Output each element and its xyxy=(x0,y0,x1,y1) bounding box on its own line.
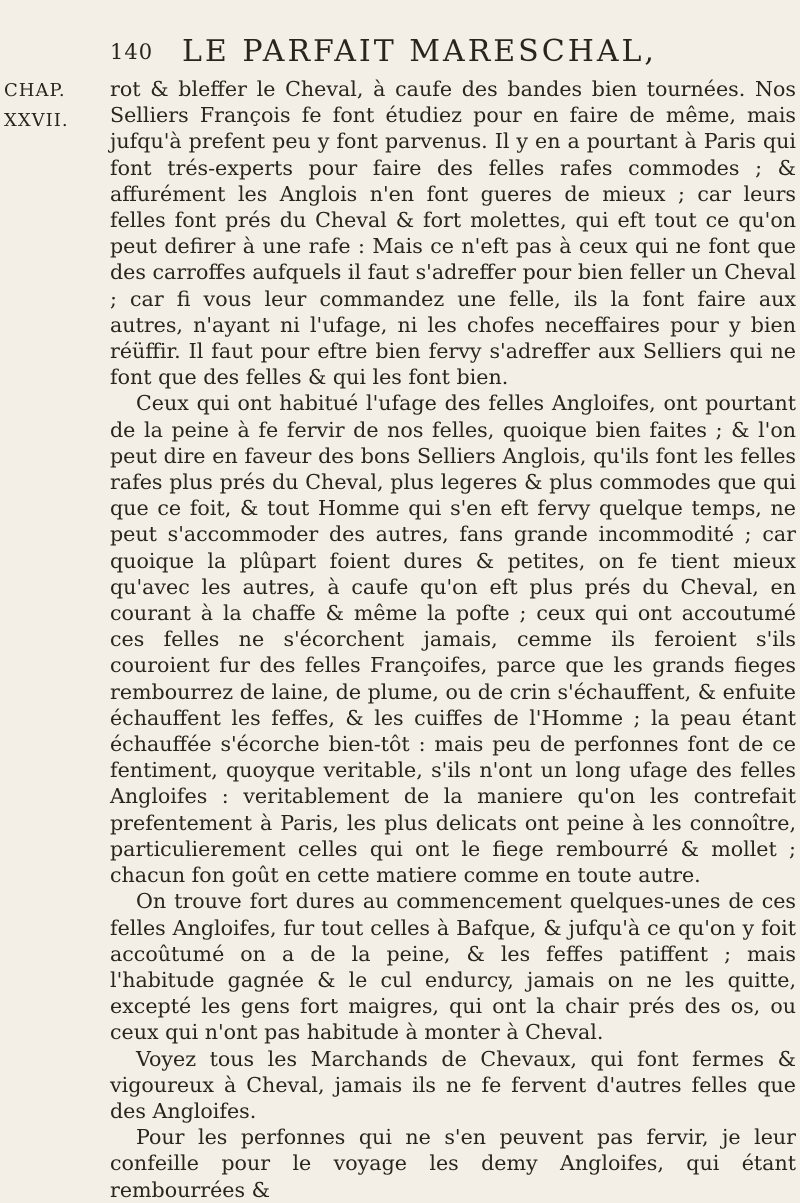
running-title: LE PARFAIT MARESCHAL, xyxy=(182,34,657,69)
paragraph: Pour les perfonnes qui ne s'en peuvent pas fervir, je leur confeille pour le voyage les demy Angloifes, qui étant rembourrées & xyxy=(110,1125,796,1202)
paragraph: Voyez tous les Marchands de Chevaux, qui font fermes & vigoureux à Cheval, jamais ils ne fe fervent d'autres felles que des Angloifes. xyxy=(110,1046,796,1123)
paragraph: On trouve fort dures au commencement quelques-unes de ces felles Angloifes, fur tout celles à Bafque, & jufqu'à ce qu'on y foit accoûtumé on a de la peine, & les feffes patiffent ; mais l'habitude gagnée & le cul endurcy, jamais on ne les quitte, excepté les gens fort maigres, qui ont la chair prés des os, ou ceux qui n'ont pas habitude à monter à Cheval. xyxy=(110,889,796,1045)
chapter-number: XXVII. xyxy=(4,110,69,131)
paragraph: Ceux qui ont habitué l'ufage des felles Angloifes, ont pourtant de la peine à fe fervir de nos felles, quoique bien faites ; & l'on peut dire en faveur des bons Selliers Anglois, qu'ils font les felles rafes plus prés du Cheval, plus legeres & plus commodes que qui que ce foit, & tout Homme qui s'en eft fervy quelque temps, ne peut s'accommoder des autres, fans grande incommodité ; car quoique la plûpart foient dures & petites, on fe tient mieux qu'avec les autres, à caufe qu'on eft plus prés du Cheval, en courant à la chaffe & même la pofte ; ceux qui ont accoutumé ces felles ne s'écorchent jamais, cemme ils feroient s'ils couroient fur des felles Françoifes, parce que les grands fieges rembourrez de laine, de plume, ou de crin s'échauffent, & enfuite échauffent les feffes, & les cuiffes de l'Homme ; la peau étant échauffée s'écorche bien-tôt : mais peu de perfonnes font de ce fentiment, quoyque veritable, s'ils n'ont un long ufage des felles Angloifes : veritablement de la maniere qu'on les contrefait prefentement à Paris, les plus delicats ont peine à les connoître, particulierement celles qui ont le fiege rembourré & mollet ; chacun fon goût en cette matiere comme en toute autre. xyxy=(110,391,796,888)
chapter-margin-note xyxy=(4,76,69,136)
chapter-label: CHAP. xyxy=(4,80,66,101)
page-header xyxy=(110,32,750,72)
body-text xyxy=(110,76,796,1203)
paragraph: rot & bleffer le Cheval, à caufe des bandes bien tournées. Nos Selliers François fe font étudiez pour en faire de même, mais jufqu'à prefent peu y font parvenus. Il y en a pourtant à Paris qui font trés-experts pour faire des felles rafes commodes ; & affurément les Anglois n'en font gueres de mieux ; car leurs felles font prés du Cheval & fort molettes, qui eft tout ce qu'on peut defirer à une rafe : Mais ce n'eft pas à ceux qui ne font que des carroffes aufquels il faut s'adreffer pour bien feller un Cheval ; car fi vous leur commandez une felle, ils la font faire aux autres, n'ayant ni l'ufage, ni les chofes neceffaires pour y bien réüffir. Il faut pour eftre bien fervy s'adreffer aux Selliers qui ne font que des felles & qui les font bien. xyxy=(110,77,796,390)
page-number: 140 xyxy=(110,40,154,64)
